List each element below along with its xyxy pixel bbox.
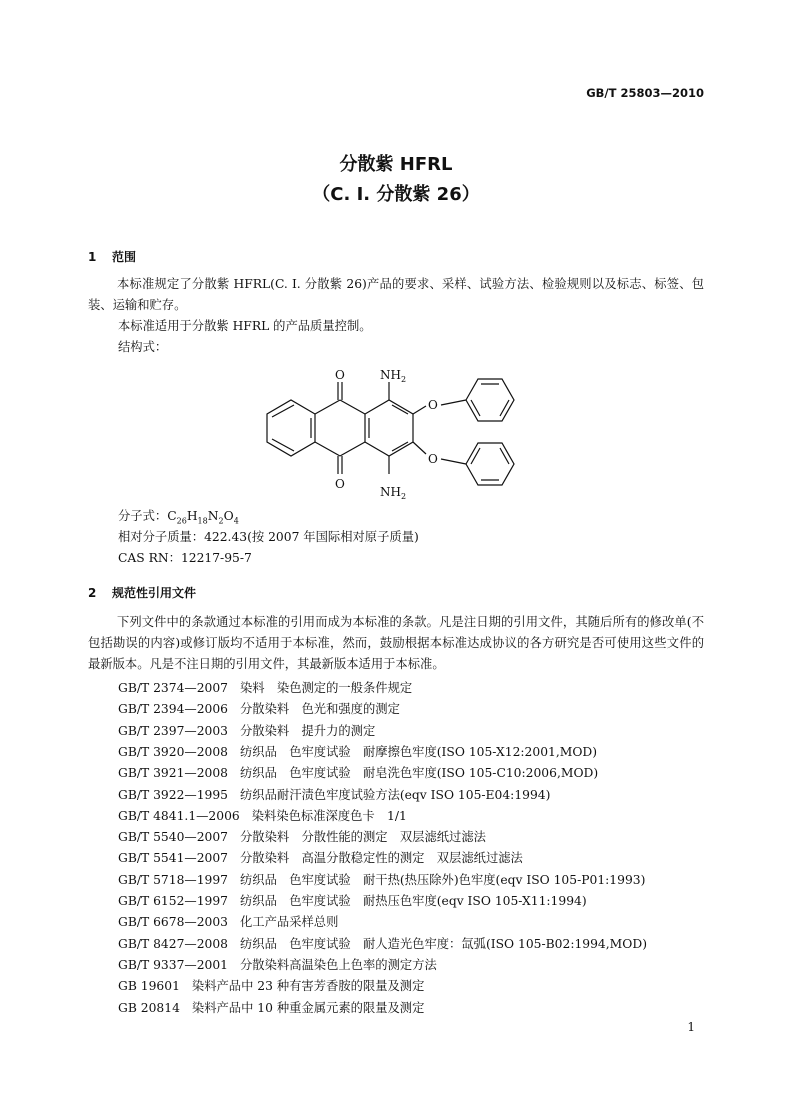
reference-title: 分散染料 分散性能的测定 双层滤纸过滤法 <box>240 830 486 845</box>
section-2-heading <box>88 584 196 601</box>
reference-item <box>118 912 338 930</box>
document-subtitle: （C. I. 分散紫 26） <box>312 184 480 205</box>
reference-item <box>118 699 400 717</box>
ether-oxygen-top: O <box>428 398 438 412</box>
reference-item <box>118 934 647 952</box>
reference-item <box>118 891 587 909</box>
reference-title: 染料染色标准深度色卡 1/1 <box>251 808 407 823</box>
amino-group-top: $NH_2$ <box>380 368 407 384</box>
reference-code: GB/T 3922—1995 <box>118 787 228 802</box>
carbonyl-oxygen-bottom: O <box>335 477 345 491</box>
ether-oxygen-bottom: O <box>428 452 438 466</box>
reference-title: 分散染料 提升力的测定 <box>240 723 376 738</box>
reference-item <box>118 976 424 994</box>
reference-code: GB/T 2374—2007 <box>118 681 228 695</box>
reference-code: GB/T 5541—2007 <box>118 851 228 866</box>
reference-item <box>118 806 407 824</box>
reference-title: 纺织品耐汗渍色牢度试验方法(eqv ISO 105-E04:1994) <box>240 787 551 802</box>
reference-code: GB/T 2394—2006 <box>118 702 228 717</box>
section-1-heading <box>88 248 136 265</box>
reference-code: GB/T 2397—2003 <box>118 723 228 738</box>
reference-code: GB/T 6678—2003 <box>118 915 228 930</box>
reference-code: GB/T 8427—2008 <box>118 936 228 951</box>
reference-title: 纺织品 色牢度试验 耐干热(热压除外)色牢度(eqv ISO 105-P01:1993) <box>240 872 646 887</box>
reference-item <box>118 955 437 973</box>
section-number: 2 <box>88 586 97 600</box>
reference-title: 分散染料高温染色上色率的测定方法 <box>240 957 437 972</box>
reference-title: 染料 染色测定的一般条件规定 <box>240 681 413 695</box>
page-number: 1 <box>687 1020 695 1034</box>
reference-item <box>118 870 645 888</box>
reference-code: GB/T 5540—2007 <box>118 830 228 845</box>
reference-title: 纺织品 色牢度试验 耐人造光色牢度：氙弧(ISO 105-B02:1994,MOD) <box>240 936 647 951</box>
reference-title: 分散染料 高温分散稳定性的测定 双层滤纸过滤法 <box>240 851 523 866</box>
applicability-paragraph: 本标准适用于分散紫 HFRL 的产品质量控制。 <box>118 319 372 333</box>
reference-title: 分散染料 色光和强度的测定 <box>240 702 400 717</box>
reference-code: GB/T 3921—2008 <box>118 766 228 781</box>
reference-item <box>118 763 598 781</box>
cas-number: CAS RN：12217-95-7 <box>118 551 252 565</box>
reference-item <box>118 678 412 696</box>
molecular-formula: 分子式：$C_{26}H_{18}N_2O_4$ <box>118 509 239 526</box>
carbonyl-oxygen-top: O <box>335 368 345 382</box>
reference-title: 纺织品 色牢度试验 耐热压色牢度(eqv ISO 105-X11:1994) <box>240 894 587 908</box>
structural-formula <box>258 362 538 504</box>
reference-title: 纺织品 色牢度试验 耐皂洗色牢度(ISO 105-C10:2006,MOD) <box>240 766 599 781</box>
reference-item <box>118 721 375 739</box>
reference-code: GB/T 3920—2008 <box>118 744 228 759</box>
reference-code: GB/T 5718—1997 <box>118 872 228 887</box>
amino-group-bottom: $NH_2$ <box>380 485 407 501</box>
section-title: 规范性引用文件 <box>112 586 197 600</box>
reference-code: GB 19601 <box>118 979 180 994</box>
reference-item <box>118 742 597 760</box>
reference-title: 染料产品中 23 种有害芳香胺的限量及测定 <box>191 979 425 994</box>
document-title: 分散紫 HFRL <box>339 154 453 175</box>
section-title: 范围 <box>112 250 137 264</box>
scope-paragraph: 本标准规定了分散紫 HFRL(C. I. 分散紫 26)产品的要求、采样、试验方法、检验规则以及标志、标签、包装、运输和贮存。 <box>88 277 704 312</box>
reference-item <box>118 998 424 1016</box>
reference-title: 化工产品采样总则 <box>240 915 339 930</box>
reference-title: 染料产品中 10 种重金属元素的限量及测定 <box>191 1000 425 1015</box>
structure-label: 结构式： <box>118 340 168 354</box>
reference-item <box>118 827 486 845</box>
reference-code: GB/T 9337—2001 <box>118 957 228 972</box>
reference-code: GB/T 6152—1997 <box>118 894 228 908</box>
reference-item <box>118 848 523 866</box>
standard-number: GB/T 25803—2010 <box>586 86 704 100</box>
reference-item <box>118 785 550 803</box>
molecular-weight: 相对分子质量：422.43(按 2007 年国际相对原子质量) <box>118 530 419 544</box>
reference-code: GB/T 4841.1—2006 <box>118 808 240 823</box>
section-number: 1 <box>88 250 97 264</box>
normative-references-intro: 下列文件中的条款通过本标准的引用而成为本标准的条款。凡是注日期的引用文件，其随后所有的修改单(不包括勘误的内容)或修订版均不适用于本标准，然而，鼓励根据本标准达成协议的各方研究是否可使用这些文件的最新版本。凡是不注日期的引用文件，其最新版本适用于本标准。 <box>88 615 704 671</box>
reference-code: GB 20814 <box>118 1000 180 1015</box>
reference-title: 纺织品 色牢度试验 耐摩擦色牢度(ISO 105-X12:2001,MOD) <box>240 744 598 759</box>
